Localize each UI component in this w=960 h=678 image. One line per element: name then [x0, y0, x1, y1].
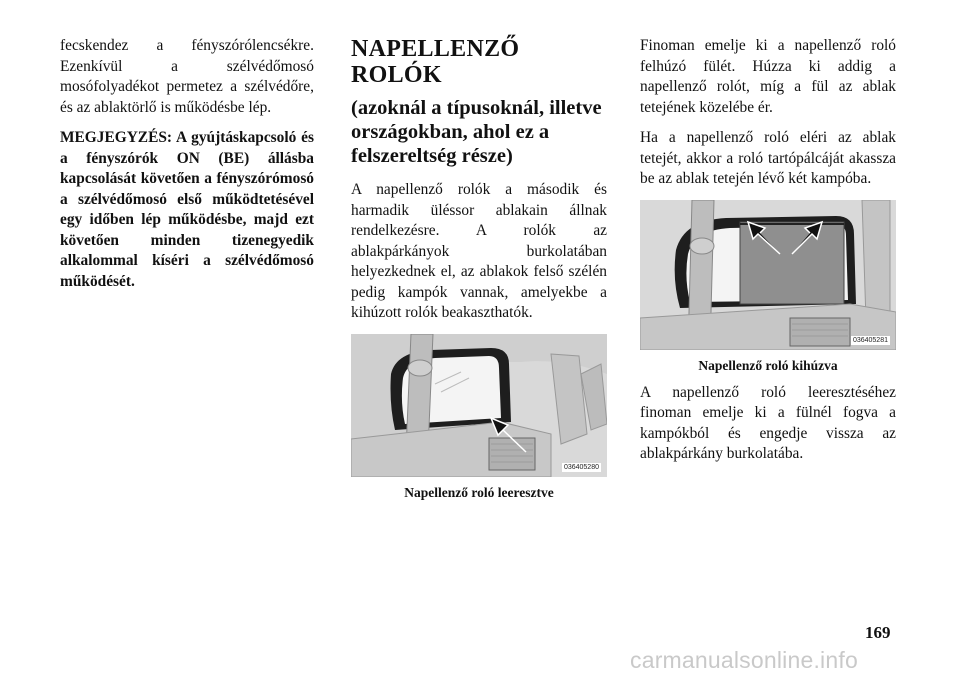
figure-shade-extended: [640, 200, 896, 350]
note-paragraph: MEGJEGYZÉS: A gyújtáskapcsoló és a fényszórók ON (BE) állásba kapcsolását követően a fényszórómosó a szélvédőmosó első működtetésével egy időben lép működésbe, majd ezt követően minden tizenegyedik alkalommal kíséri a szélvédőmosó működését.: [60, 129, 314, 290]
paragraph: A napellenző rolók a második és harmadik üléssor ablakain állnak rendelkezésre. A rolók az ablakpárkányok burkolatában helyezkednek el, az ablakok felső szélén pedig kampók vannak, amelyekbe a kihúzott rolók beakaszthatók.: [351, 181, 607, 321]
figure-code: 036405280: [563, 463, 599, 471]
right-column: [640, 36, 896, 475]
car-window-illustration: [351, 334, 607, 477]
section-title: NAPELLENZŐ ROLÓK: [351, 36, 520, 88]
figure-code: 036405281: [852, 336, 888, 344]
middle-column: [351, 36, 607, 510]
figure-caption: Napellenző roló kihúzva: [698, 357, 838, 373]
paragraph: A napellenző roló leeresztéséhez finoman emelje ki a fülnél fogva a kampókból és engedje vissza az ablakpárkány burkolatába.: [640, 383, 896, 462]
paragraph: Ha a napellenző roló eléri az ablak tetejét, akkor a roló tartópálcáját akassza be az ablak tetején lévő két kampóba.: [640, 129, 896, 187]
figure-caption: Napellenző roló leeresztve: [404, 484, 554, 500]
section-subtitle: (azoknál a típusoknál, illetve országokban, ahol ez a felszereltség része): [351, 97, 602, 167]
site-watermark: carmanualsonline.info: [630, 647, 858, 673]
page-number: 169: [865, 623, 891, 642]
figure-shade-lowered: [351, 334, 607, 477]
left-column: [60, 36, 314, 302]
paragraph: fecskendez a fényszórólencsékre. Ezenkívül a szélvédőmosó mosófolyadékot permetez a szélvédőre, és az ablaktörlő is működésbe lép.: [60, 37, 314, 116]
car-window-illustration: [640, 200, 896, 350]
paragraph: Finoman emelje ki a napellenző roló felhúzó fülét. Húzza ki addig a napellenző rolót, míg a fül az ablak tetejének közelébe ér.: [640, 37, 896, 116]
